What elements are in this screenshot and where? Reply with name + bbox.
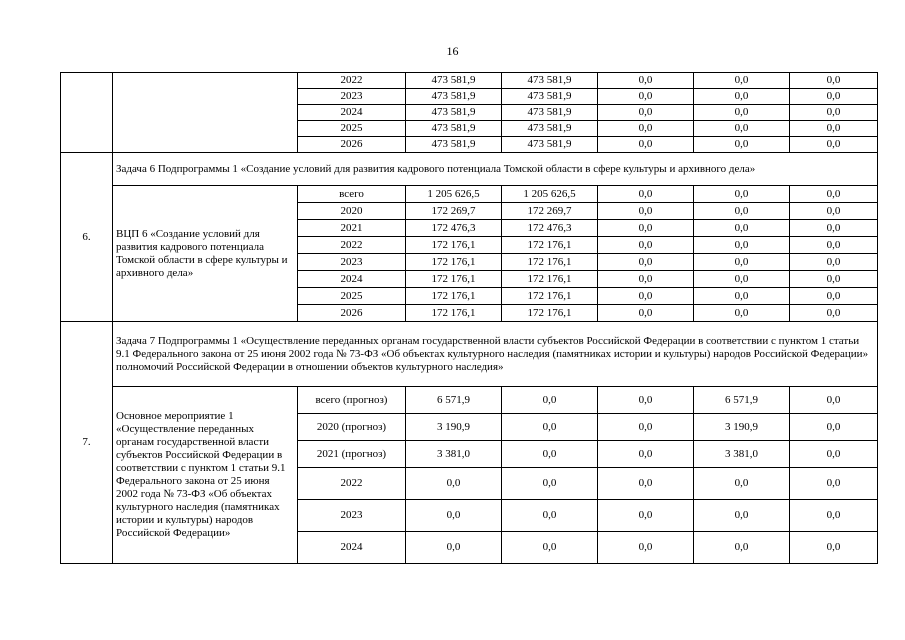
value-cell: 172 476,3 bbox=[502, 220, 598, 237]
value-cell: 0,0 bbox=[406, 532, 502, 564]
value-cell: 0,0 bbox=[694, 254, 790, 271]
value-cell: 172 176,1 bbox=[406, 305, 502, 322]
value-cell: 0,0 bbox=[502, 532, 598, 564]
value-cell: 0,0 bbox=[694, 203, 790, 220]
value-cell: 0,0 bbox=[694, 73, 790, 89]
table-row bbox=[61, 387, 878, 414]
value-cell: 0,0 bbox=[790, 305, 878, 322]
row-year-cell: 2022 bbox=[298, 468, 406, 500]
activity-name: Основное мероприятие 1 «Осуществление переданных органам государственной власти субъектов Российской Федерации в соответствии с пунктом 1 статьи 9.1 Федерального закона от 25 июня 2002 года № 73-ФЗ «Об объектах культурного наследия (памятниках истории и культуры) народов Российской Федерации» bbox=[113, 387, 298, 564]
value-cell: 0,0 bbox=[406, 468, 502, 500]
value-cell: 3 381,0 bbox=[694, 441, 790, 468]
value-cell: 0,0 bbox=[790, 121, 878, 137]
value-cell: 0,0 bbox=[694, 186, 790, 203]
budget-table bbox=[60, 72, 878, 564]
value-cell: 0,0 bbox=[790, 89, 878, 105]
value-cell: 0,0 bbox=[790, 500, 878, 532]
value-cell: 172 269,7 bbox=[406, 203, 502, 220]
table-row bbox=[61, 186, 878, 203]
value-cell: 473 581,9 bbox=[406, 73, 502, 89]
value-cell: 172 176,1 bbox=[406, 271, 502, 288]
value-cell: 0,0 bbox=[598, 105, 694, 121]
value-cell: 172 176,1 bbox=[406, 254, 502, 271]
item-number: 7. bbox=[61, 322, 113, 564]
value-cell: 0,0 bbox=[694, 121, 790, 137]
value-cell: 172 176,1 bbox=[502, 237, 598, 254]
row-year-cell: всего bbox=[298, 186, 406, 203]
row-year-cell: 2024 bbox=[298, 532, 406, 564]
task-title: Задача 6 Подпрограммы 1 «Создание условий для развития кадрового потенциала Томской области в сфере культуры и архивного дела» bbox=[113, 153, 878, 186]
value-cell: 0,0 bbox=[598, 305, 694, 322]
value-cell: 172 176,1 bbox=[502, 271, 598, 288]
value-cell: 0,0 bbox=[694, 89, 790, 105]
value-cell: 0,0 bbox=[790, 186, 878, 203]
value-cell: 0,0 bbox=[598, 121, 694, 137]
row-year-cell: 2021 bbox=[298, 220, 406, 237]
activity-name: ВЦП 6 «Создание условий для развития кадрового потенциала Томской области в сфере культуры и архивного дела» bbox=[113, 186, 298, 322]
value-cell: 0,0 bbox=[694, 237, 790, 254]
value-cell: 0,0 bbox=[598, 468, 694, 500]
row-year-cell: 2024 bbox=[298, 105, 406, 121]
table-row bbox=[61, 73, 878, 89]
value-cell: 0,0 bbox=[502, 468, 598, 500]
value-cell: 1 205 626,5 bbox=[502, 186, 598, 203]
value-cell: 0,0 bbox=[790, 254, 878, 271]
number-cell bbox=[61, 73, 113, 153]
value-cell: 0,0 bbox=[694, 500, 790, 532]
value-cell: 0,0 bbox=[598, 254, 694, 271]
value-cell: 0,0 bbox=[694, 220, 790, 237]
row-year-cell: 2023 bbox=[298, 254, 406, 271]
row-year-cell: 2026 bbox=[298, 137, 406, 153]
value-cell: 6 571,9 bbox=[406, 387, 502, 414]
value-cell: 473 581,9 bbox=[406, 89, 502, 105]
value-cell: 0,0 bbox=[598, 441, 694, 468]
value-cell: 473 581,9 bbox=[502, 137, 598, 153]
value-cell: 0,0 bbox=[790, 137, 878, 153]
value-cell: 0,0 bbox=[598, 532, 694, 564]
row-year-cell: 2025 bbox=[298, 121, 406, 137]
value-cell: 0,0 bbox=[790, 203, 878, 220]
value-cell: 473 581,9 bbox=[406, 137, 502, 153]
value-cell: 0,0 bbox=[598, 203, 694, 220]
value-cell: 3 190,9 bbox=[406, 414, 502, 441]
value-cell: 1 205 626,5 bbox=[406, 186, 502, 203]
value-cell: 3 190,9 bbox=[694, 414, 790, 441]
value-cell: 0,0 bbox=[598, 73, 694, 89]
row-year-cell: 2023 bbox=[298, 89, 406, 105]
value-cell: 0,0 bbox=[790, 237, 878, 254]
row-year-cell: 2021 (прогноз) bbox=[298, 441, 406, 468]
value-cell: 0,0 bbox=[790, 105, 878, 121]
value-cell: 473 581,9 bbox=[502, 73, 598, 89]
value-cell: 172 476,3 bbox=[406, 220, 502, 237]
value-cell: 0,0 bbox=[790, 288, 878, 305]
value-cell: 0,0 bbox=[694, 105, 790, 121]
value-cell: 0,0 bbox=[598, 137, 694, 153]
value-cell: 0,0 bbox=[790, 532, 878, 564]
value-cell: 0,0 bbox=[406, 500, 502, 532]
row-year-cell: 2020 bbox=[298, 203, 406, 220]
value-cell: 0,0 bbox=[598, 220, 694, 237]
value-cell: 0,0 bbox=[598, 186, 694, 203]
value-cell: 0,0 bbox=[790, 387, 878, 414]
value-cell: 0,0 bbox=[790, 271, 878, 288]
row-year-cell: 2022 bbox=[298, 237, 406, 254]
row-year-cell: 2020 (прогноз) bbox=[298, 414, 406, 441]
task-row bbox=[61, 322, 878, 387]
value-cell: 172 176,1 bbox=[502, 305, 598, 322]
value-cell: 473 581,9 bbox=[502, 105, 598, 121]
value-cell: 3 381,0 bbox=[406, 441, 502, 468]
value-cell: 0,0 bbox=[502, 441, 598, 468]
value-cell: 473 581,9 bbox=[406, 105, 502, 121]
value-cell: 0,0 bbox=[694, 468, 790, 500]
row-year-cell: 2022 bbox=[298, 73, 406, 89]
value-cell: 0,0 bbox=[598, 237, 694, 254]
value-cell: 0,0 bbox=[790, 441, 878, 468]
value-cell: 0,0 bbox=[598, 89, 694, 105]
task-title: Задача 7 Подпрограммы 1 «Осуществление переданных органам государственной власти субъектов Российской Федерации в соответствии с пунктом 1 статьи 9.1 Федерального закона от 25 июня 2002 года № 73-ФЗ «Об объектах культурного наследия (памятниках истории и культуры) народов Российской Федерации» полномочий Российской Федерации в отношении объектов культурного наследия» bbox=[113, 322, 878, 387]
value-cell: 172 176,1 bbox=[502, 288, 598, 305]
row-year-cell: 2023 bbox=[298, 500, 406, 532]
value-cell: 172 269,7 bbox=[502, 203, 598, 220]
value-cell: 0,0 bbox=[790, 414, 878, 441]
value-cell: 0,0 bbox=[694, 532, 790, 564]
row-year-cell: 2024 bbox=[298, 271, 406, 288]
value-cell: 0,0 bbox=[790, 468, 878, 500]
value-cell: 0,0 bbox=[502, 387, 598, 414]
row-year-cell: 2026 bbox=[298, 305, 406, 322]
value-cell: 0,0 bbox=[694, 288, 790, 305]
value-cell: 473 581,9 bbox=[502, 121, 598, 137]
value-cell: 0,0 bbox=[598, 414, 694, 441]
value-cell: 0,0 bbox=[598, 271, 694, 288]
task-row bbox=[61, 153, 878, 186]
value-cell: 0,0 bbox=[598, 387, 694, 414]
value-cell: 473 581,9 bbox=[502, 89, 598, 105]
value-cell: 0,0 bbox=[502, 500, 598, 532]
page-number: 16 bbox=[446, 44, 459, 58]
value-cell: 0,0 bbox=[502, 414, 598, 441]
value-cell: 0,0 bbox=[694, 305, 790, 322]
value-cell: 0,0 bbox=[694, 137, 790, 153]
value-cell: 473 581,9 bbox=[406, 121, 502, 137]
value-cell: 172 176,1 bbox=[406, 288, 502, 305]
row-year-cell: всего (прогноз) bbox=[298, 387, 406, 414]
value-cell: 0,0 bbox=[694, 271, 790, 288]
value-cell: 0,0 bbox=[790, 73, 878, 89]
value-cell: 0,0 bbox=[598, 288, 694, 305]
value-cell: 0,0 bbox=[598, 500, 694, 532]
table-body bbox=[61, 73, 878, 564]
row-year-cell: 2025 bbox=[298, 288, 406, 305]
value-cell: 0,0 bbox=[790, 220, 878, 237]
value-cell: 172 176,1 bbox=[502, 254, 598, 271]
item-number: 6. bbox=[61, 153, 113, 322]
value-cell: 172 176,1 bbox=[406, 237, 502, 254]
name-cell bbox=[113, 73, 298, 153]
value-cell: 6 571,9 bbox=[694, 387, 790, 414]
